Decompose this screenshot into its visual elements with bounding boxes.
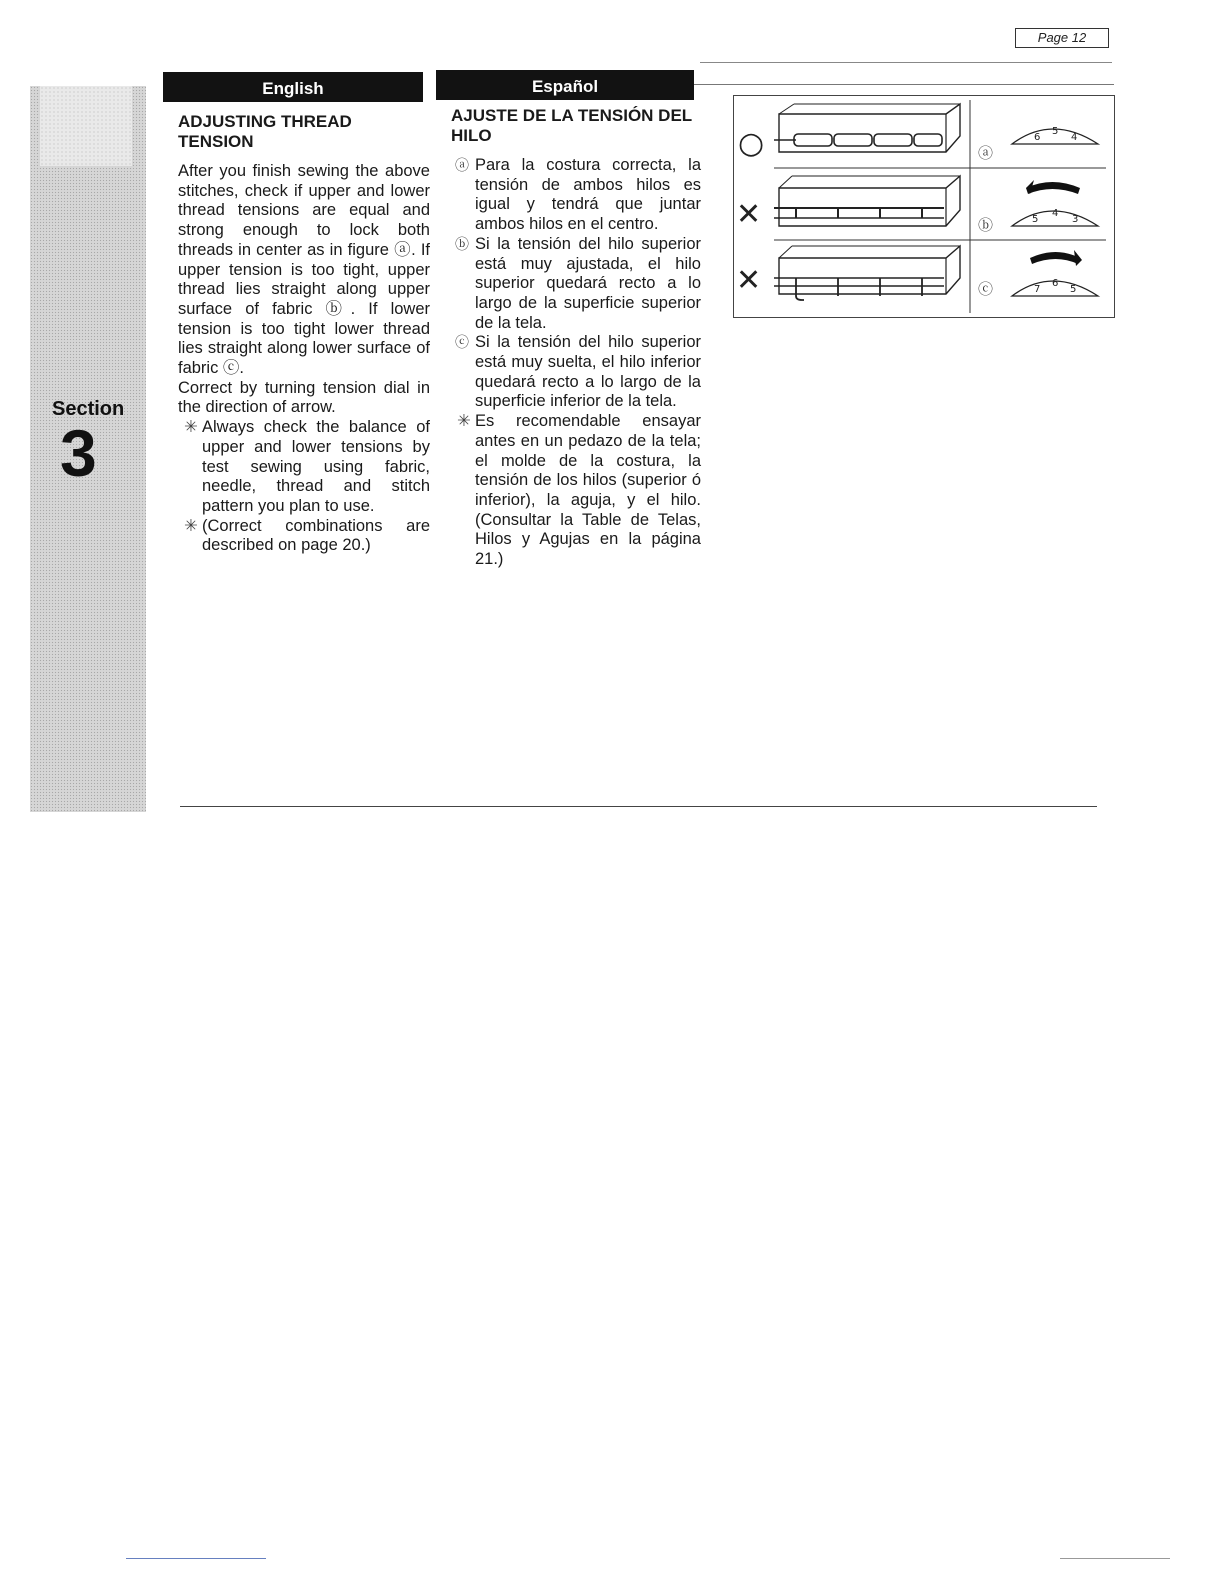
tension-diagram	[734, 96, 1114, 317]
incorrect-mark-icon: ✕	[736, 263, 762, 298]
english-note-text: Always check the balance of upper and lower tensions by test sewing using fabric, needle, thread and stitch pattern you plan to use.	[202, 418, 430, 515]
dial-a	[978, 126, 1098, 162]
label-b: ⓑ	[978, 216, 994, 234]
row-lower-tight-diagram	[736, 246, 960, 300]
english-heading: ADJUSTING THREAD TENSION	[178, 112, 352, 151]
incorrect-mark-icon: ✕	[736, 197, 762, 232]
english-note-text: (Correct combinations are described on page 20.)	[202, 516, 430, 555]
spanish-heading: AJUSTE DE LA TENSIÓN DEL HILO	[451, 106, 692, 145]
dial-number: 7	[1034, 284, 1041, 295]
english-column	[178, 112, 430, 556]
spanish-item-c	[451, 333, 701, 412]
dial-b	[978, 180, 1098, 234]
section-label: Section	[52, 398, 125, 420]
spanish-header-label: Español	[531, 77, 599, 96]
english-header-bar	[163, 72, 423, 102]
spanish-item-a	[451, 156, 701, 235]
bottom-divider	[180, 806, 1097, 807]
label-a: ⓐ	[978, 144, 994, 162]
asterisk-icon: ✳	[457, 412, 471, 431]
footer-line-left	[126, 1558, 266, 1559]
english-note-1	[178, 418, 430, 517]
header-divider	[694, 84, 1114, 85]
spanish-item-text: Si la tensión del hilo superior está muy suelta, el hilo inferior quedará recto a lo largo de la superficie inferior de la tela.	[475, 333, 701, 411]
dial-number: 5	[1052, 126, 1059, 137]
english-note-2	[178, 517, 430, 556]
dial-number: 6	[1052, 278, 1059, 289]
item-marker: ⓐ	[455, 157, 469, 173]
item-marker: ⓑ	[455, 235, 469, 252]
row-upper-tight-diagram	[736, 176, 960, 232]
spanish-note-text: Es recomendable ensayar antes en un pedazo de la tela; el molde de la costura, la tensión de los hilos (superior ó inferior), la aguja, y el hilo. (Consultar la Table de Telas, Hilos y Agujas en la página 21.)	[475, 412, 701, 569]
section-sidebar-highlight	[40, 86, 132, 166]
arrow-right-icon	[1074, 250, 1082, 266]
asterisk-icon: ✳	[184, 516, 198, 535]
spanish-item-b	[451, 235, 701, 334]
top-divider	[700, 62, 1112, 63]
dial-number: 3	[1072, 214, 1079, 225]
dial-number: 5	[1032, 214, 1039, 225]
page-number-label: Page 12	[1015, 28, 1109, 48]
label-c: ⓒ	[978, 280, 994, 298]
spanish-item-text: Para la costura correcta, la tensión de ambos hilos es igual y tendrá que juntar ambos hilos en el centro.	[475, 156, 701, 234]
spanish-note	[451, 412, 701, 570]
section-number: 3	[60, 416, 97, 490]
english-correction: Correct by turning tension dial in the direction of arrow.	[178, 378, 430, 417]
english-paragraph: After you finish sewing the above stitches, check if upper and lower thread tensions are equal and strong enough to lock both threads in center as in figure ⓐ. If upper tension is too tight, upper thread lies straight along upper surface of fabric ⓑ. If lower tension is too tight lower thread lies straight along lower surface of fabric ⓒ.	[178, 162, 430, 378]
spanish-header-bar	[436, 70, 694, 100]
spanish-column	[451, 106, 701, 570]
dial-number: 5	[1070, 284, 1077, 295]
tension-figure	[733, 95, 1115, 318]
item-marker: ⓒ	[455, 334, 469, 351]
english-header-label: English	[262, 79, 324, 98]
dial-number: 4	[1052, 208, 1059, 219]
correct-mark-icon: ○	[738, 126, 765, 161]
asterisk-icon: ✳	[184, 418, 198, 437]
dial-number: 6	[1034, 132, 1041, 143]
dial-c	[978, 250, 1098, 298]
spanish-item-text: Si la tensión del hilo superior está muy ajustada, el hilo superior quedará recto a lo largo de la superficie superior de la tela.	[475, 234, 701, 332]
dial-number: 4	[1071, 132, 1078, 143]
row-correct-diagram	[738, 104, 960, 161]
footer-line-right	[1060, 1558, 1170, 1559]
